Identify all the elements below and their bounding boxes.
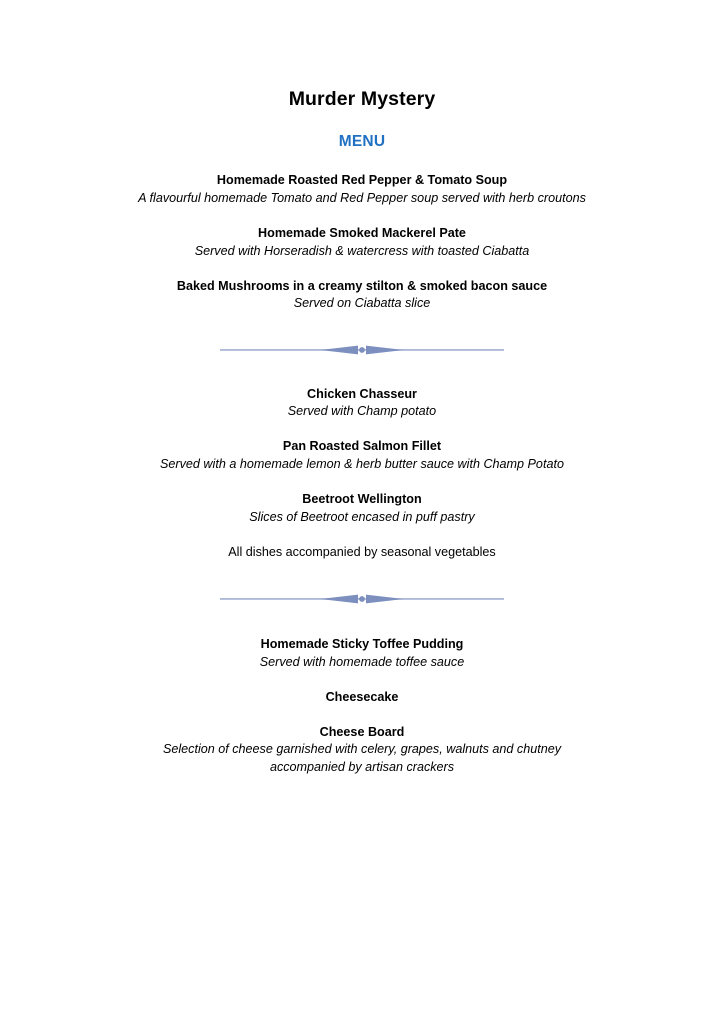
menu-item bbox=[62, 724, 662, 777]
dish-description: Served on Ciabatta slice bbox=[293, 296, 431, 311]
menu-item bbox=[62, 225, 662, 260]
dish-name: Homemade Roasted Red Pepper & Tomato Soup bbox=[216, 173, 508, 188]
dish-description: Served with a homemade lemon & herb butter sauce with Champ Potato bbox=[160, 457, 564, 472]
dish-description: Served with homemade toffee sauce bbox=[259, 654, 465, 669]
menu-item bbox=[62, 172, 662, 207]
dish-name: Baked Mushrooms in a creamy stilton & smoked bacon sauce bbox=[176, 278, 548, 293]
section-divider bbox=[62, 343, 662, 357]
dish-description: Served with Horseradish & watercress with toasted Ciabatta bbox=[194, 243, 530, 258]
menu-item bbox=[62, 278, 662, 313]
menu-item bbox=[62, 386, 662, 421]
dish-description: Served with Champ potato bbox=[287, 404, 437, 419]
dish-name: Cheese Board bbox=[319, 724, 405, 739]
starters-section bbox=[62, 172, 662, 313]
page-title: Murder Mystery bbox=[288, 88, 436, 110]
section-divider bbox=[62, 592, 662, 606]
menu-item bbox=[62, 636, 662, 671]
menu-subtitle: MENU bbox=[338, 133, 386, 151]
menu-item bbox=[62, 491, 662, 526]
dish-description: Selection of cheese garnished with celery, grapes, walnuts and chutney accompanied by artisan crackers bbox=[162, 742, 562, 774]
dish-name: Homemade Smoked Mackerel Pate bbox=[258, 225, 466, 240]
mains-section bbox=[62, 386, 662, 562]
dish-description: A flavourful homemade Tomato and Red Pepper soup served with herb croutons bbox=[138, 190, 586, 205]
mains-note: All dishes accompanied by seasonal vegetables bbox=[228, 545, 496, 560]
menu-item bbox=[62, 438, 662, 473]
ornamental-leaf-divider-icon bbox=[220, 343, 504, 357]
desserts-section bbox=[62, 636, 662, 777]
dish-description: Slices of Beetroot encased in puff pastry bbox=[249, 509, 475, 524]
dish-name: Beetroot Wellington bbox=[302, 492, 422, 507]
menu-item bbox=[62, 689, 662, 707]
dish-name: Homemade Sticky Toffee Pudding bbox=[260, 636, 464, 651]
dish-name: Cheesecake bbox=[325, 689, 399, 704]
ornamental-leaf-divider-icon bbox=[220, 592, 504, 606]
dish-name: Pan Roasted Salmon Fillet bbox=[282, 439, 442, 454]
dish-name: Chicken Chasseur bbox=[307, 386, 417, 401]
